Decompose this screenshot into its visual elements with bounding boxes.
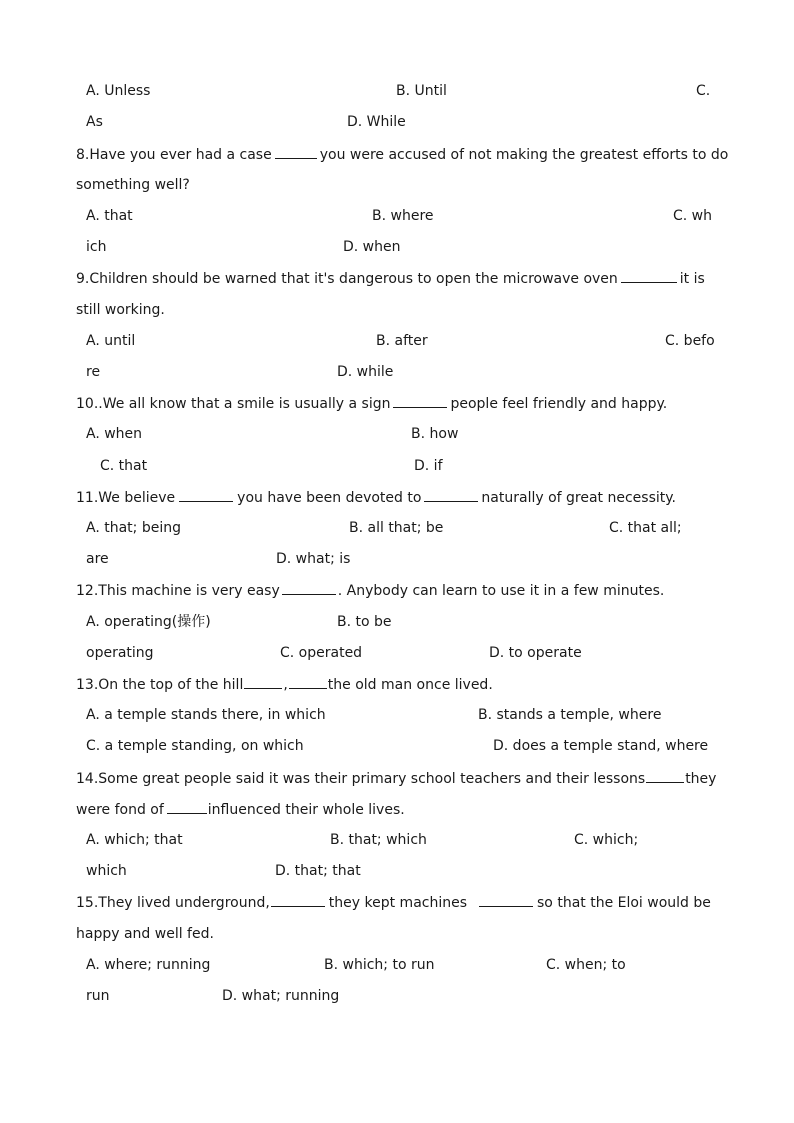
- q14-blank-2: [167, 800, 207, 814]
- q14-stem-text: 14.Some great people said it was their primary school teachers and their lessons: [76, 771, 646, 787]
- q10-option-d: D. if: [414, 458, 443, 474]
- q7-option-c: C.: [696, 83, 711, 99]
- q12-option-b: B. to be: [337, 614, 392, 630]
- q12-stem: [76, 581, 664, 600]
- q14-blank-1: [646, 769, 684, 783]
- q13-separator: ,: [283, 677, 288, 693]
- q10-stem: [76, 394, 667, 413]
- q14-stem: [76, 769, 716, 788]
- q12-option-b-wrap: operating: [86, 645, 154, 661]
- q15-stem-text-3: so that the Eloi would be: [537, 895, 711, 911]
- q9-stem-line2: still working.: [76, 302, 165, 318]
- q8-stem-text: 8.Have you ever had a case: [76, 147, 272, 163]
- q13-blank-1: [244, 675, 282, 689]
- q13-option-d: D. does a temple stand, where: [493, 738, 709, 754]
- q11-blank-2: [424, 488, 478, 502]
- q8-option-c-wrap: ich: [86, 239, 107, 255]
- q14-option-d: D. that; that: [275, 863, 361, 879]
- q9-option-b: B. after: [376, 333, 428, 349]
- q11-option-b: B. all that; be: [349, 520, 444, 536]
- q11-option-a: A. that; being: [86, 520, 181, 536]
- q7-option-d: D. While: [347, 114, 406, 130]
- q7-option-a: A. Unless: [86, 83, 151, 99]
- q13-option-a: A. a temple stands there, in which: [86, 707, 326, 723]
- q10-blank: [393, 394, 447, 408]
- q15-option-b: B. which; to run: [324, 957, 435, 973]
- q9-option-c: C. befo: [665, 333, 715, 349]
- q10-option-b: B. how: [411, 426, 459, 442]
- q11-stem-text: 11.We believe: [76, 490, 176, 506]
- q10-option-a: A. when: [86, 426, 143, 442]
- q15-blank-1: [271, 893, 325, 907]
- q15-stem-text-2: they kept machines: [328, 895, 468, 911]
- q11-option-c: C. that all;: [609, 520, 682, 536]
- q8-blank: [275, 145, 317, 159]
- q14-option-c-wrap: which: [86, 863, 127, 879]
- q11-stem: [76, 488, 676, 507]
- q15-stem: [76, 893, 711, 912]
- q9-stem-text-2: it is: [679, 271, 705, 287]
- q8-option-b: B. where: [372, 208, 434, 224]
- q12-option-c: C. operated: [280, 645, 363, 661]
- q12-blank: [282, 581, 336, 595]
- q11-stem-text-3: naturally of great necessity.: [481, 490, 676, 506]
- q10-stem-text: 10..We all know that a smile is usually a sign: [76, 396, 391, 412]
- q14-option-c: C. which;: [574, 832, 639, 848]
- q8-option-d: D. when: [343, 239, 401, 255]
- q13-option-b: B. stands a temple, where: [478, 707, 662, 723]
- q15-stem-line2: happy and well fed.: [76, 926, 214, 942]
- q10-stem-text-2: people feel friendly and happy.: [450, 396, 668, 412]
- q8-option-a: A. that: [86, 208, 133, 224]
- q14-stem-text-3: were fond of: [76, 802, 164, 818]
- q11-option-c-wrap: are: [86, 551, 109, 567]
- q15-option-c-wrap: run: [86, 988, 110, 1004]
- q15-option-d: D. what; running: [222, 988, 340, 1004]
- q9-stem-text: 9.Children should be warned that it's dangerous to open the microwave oven: [76, 271, 618, 287]
- q13-blank-2: [289, 675, 327, 689]
- q11-option-d: D. what; is: [276, 551, 351, 567]
- q12-option-d: D. to operate: [489, 645, 582, 661]
- q13-stem: [76, 675, 493, 694]
- q15-option-c: C. when; to: [546, 957, 626, 973]
- q14-stem-text-2: they: [685, 771, 717, 787]
- q14-stem-line2: [76, 800, 405, 819]
- q9-option-c-wrap: re: [86, 364, 101, 380]
- q15-blank-2: [479, 893, 533, 907]
- q9-option-d: D. while: [337, 364, 394, 380]
- q8-option-c: C. wh: [673, 208, 712, 224]
- q12-stem-text-2: . Anybody can learn to use it in a few minutes.: [337, 583, 665, 599]
- q7-option-b: B. Until: [396, 83, 447, 99]
- q9-blank: [621, 269, 677, 283]
- q14-option-a: A. which; that: [86, 832, 183, 848]
- q9-option-a: A. until: [86, 333, 136, 349]
- q8-stem: [76, 145, 728, 164]
- q11-stem-text-2: you have been devoted to: [237, 490, 422, 506]
- q14-stem-text-4: influenced their whole lives.: [207, 802, 405, 818]
- q15-stem-text: 15.They lived underground,: [76, 895, 270, 911]
- q12-option-a: A. operating(操作): [86, 614, 211, 630]
- q13-option-c: C. a temple standing, on which: [86, 738, 304, 754]
- q13-stem-text-2: the old man once lived.: [327, 677, 493, 693]
- q8-stem-text-2: you were accused of not making the greatest efforts to do: [319, 147, 729, 163]
- q8-stem-line2: something well?: [76, 177, 190, 193]
- q13-stem-text: 13.On the top of the hill: [76, 677, 244, 693]
- q10-option-c: C. that: [100, 458, 148, 474]
- q9-stem: [76, 269, 705, 288]
- q12-stem-text: 12.This machine is very easy: [76, 583, 280, 599]
- q7-option-c-wrap: As: [86, 114, 103, 130]
- q14-option-b: B. that; which: [330, 832, 427, 848]
- q11-blank-1: [179, 488, 233, 502]
- q15-option-a: A. where; running: [86, 957, 211, 973]
